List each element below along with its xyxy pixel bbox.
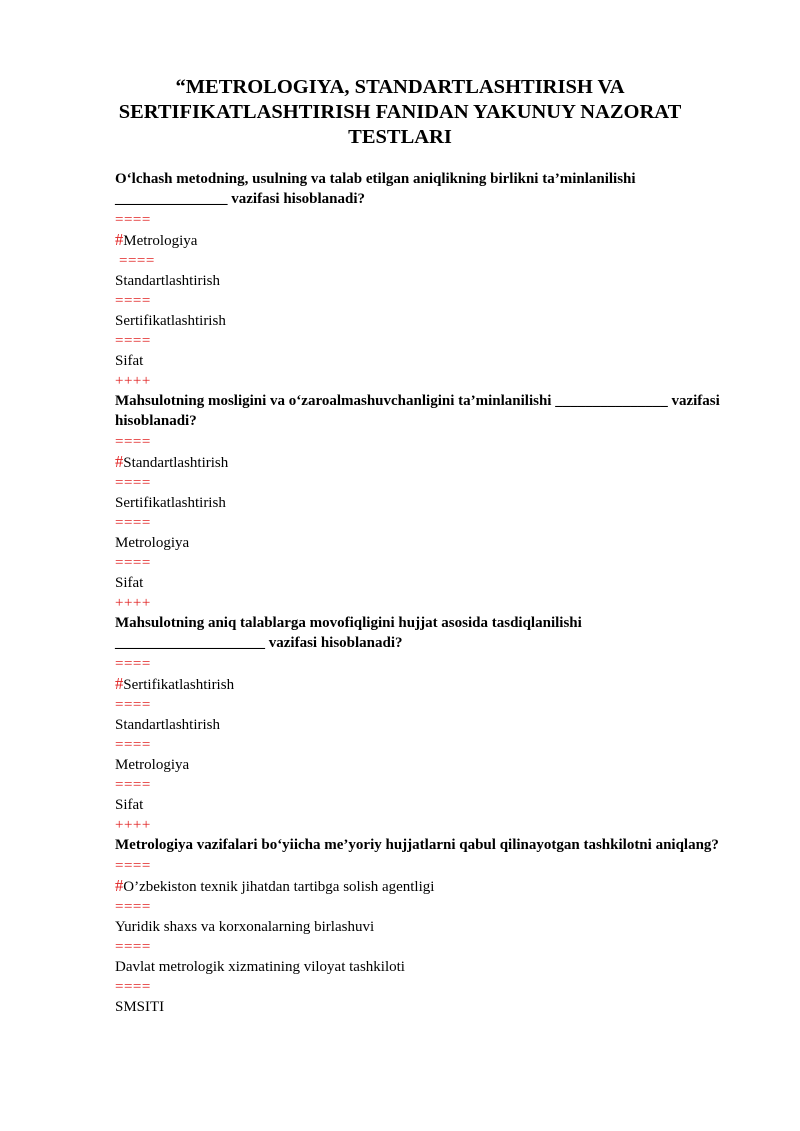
option: Davlat metrologik xizmatining viloyat tashkiloti (115, 959, 405, 975)
option-correct (115, 876, 735, 897)
option-text: O’zbekiston texnik jihatdan tartibga solish agentligi (123, 879, 435, 895)
question-separator: ++++ (115, 817, 151, 833)
correct-marker: # (115, 452, 124, 471)
option: Sifat (115, 353, 144, 369)
option-separator: ==== (115, 475, 151, 491)
correct-marker: # (115, 876, 124, 895)
question-separator: ++++ (115, 373, 151, 389)
document-title: “METROLOGIYA, STANDARTLASHTIRISH VA SERTIFIKATLASHTIRISH FANIDAN YAKUNUY NAZORAT TESTLARI (118, 76, 682, 148)
option-separator: ==== (115, 737, 151, 753)
option: Standartlashtirish (115, 717, 220, 733)
option-text: Sertifikatlashtirish (123, 677, 235, 693)
option: Yuridik shaxs va korxonalarning birlashuvi (115, 919, 375, 935)
option-text: Metrologiya (123, 233, 198, 249)
option: Sifat (115, 797, 144, 813)
question-4: Metrologiya vazifalari bo‘yiicha me’yoriy hujjatlarni qabul qilinayotgan tashkilotni aniqlang? (115, 837, 719, 853)
option-separator: ==== (115, 293, 151, 309)
option-correct (115, 452, 735, 473)
option: Sertifikatlashtirish (115, 495, 226, 511)
option: Metrologiya (115, 535, 190, 551)
option-separator: ==== (119, 253, 155, 269)
option-correct (115, 230, 735, 251)
option-separator: ==== (115, 899, 151, 915)
correct-marker: # (115, 230, 124, 249)
option-separator: ==== (115, 515, 151, 531)
question-1: O‘lchash metodning, usulning va talab etilgan aniqlikning birlikni ta’minlanilishi _______________ vazifasi hisoblanadi? (115, 171, 636, 207)
option: SMSITI (115, 999, 165, 1015)
option-separator: ==== (115, 939, 151, 955)
option-separator: ==== (115, 555, 151, 571)
option-separator: ==== (115, 434, 151, 450)
option-separator: ==== (115, 656, 151, 672)
option: Sifat (115, 575, 144, 591)
option-separator: ==== (115, 777, 151, 793)
option: Metrologiya (115, 757, 190, 773)
option-separator: ==== (115, 212, 151, 228)
option-separator: ==== (115, 858, 151, 874)
question-separator: ++++ (115, 595, 151, 611)
correct-marker: # (115, 674, 124, 693)
question-2: Mahsulotning mosligini va o‘zaroalmashuvchanligini ta’minlanilishi _______________ vazifasi hisoblanadi? (115, 393, 720, 429)
option-separator: ==== (115, 979, 151, 995)
option-separator: ==== (115, 697, 151, 713)
test-content (115, 169, 735, 1017)
option: Standartlashtirish (115, 273, 220, 289)
option-correct (115, 674, 735, 695)
question-3: Mahsulotning aniq talablarga movofiqligini hujjat asosida tasdiqlanilishi ____________________ vazifasi hisoblanadi? (115, 615, 582, 651)
option-separator: ==== (115, 333, 151, 349)
option: Sertifikatlashtirish (115, 313, 226, 329)
option-text: Standartlashtirish (123, 455, 229, 471)
